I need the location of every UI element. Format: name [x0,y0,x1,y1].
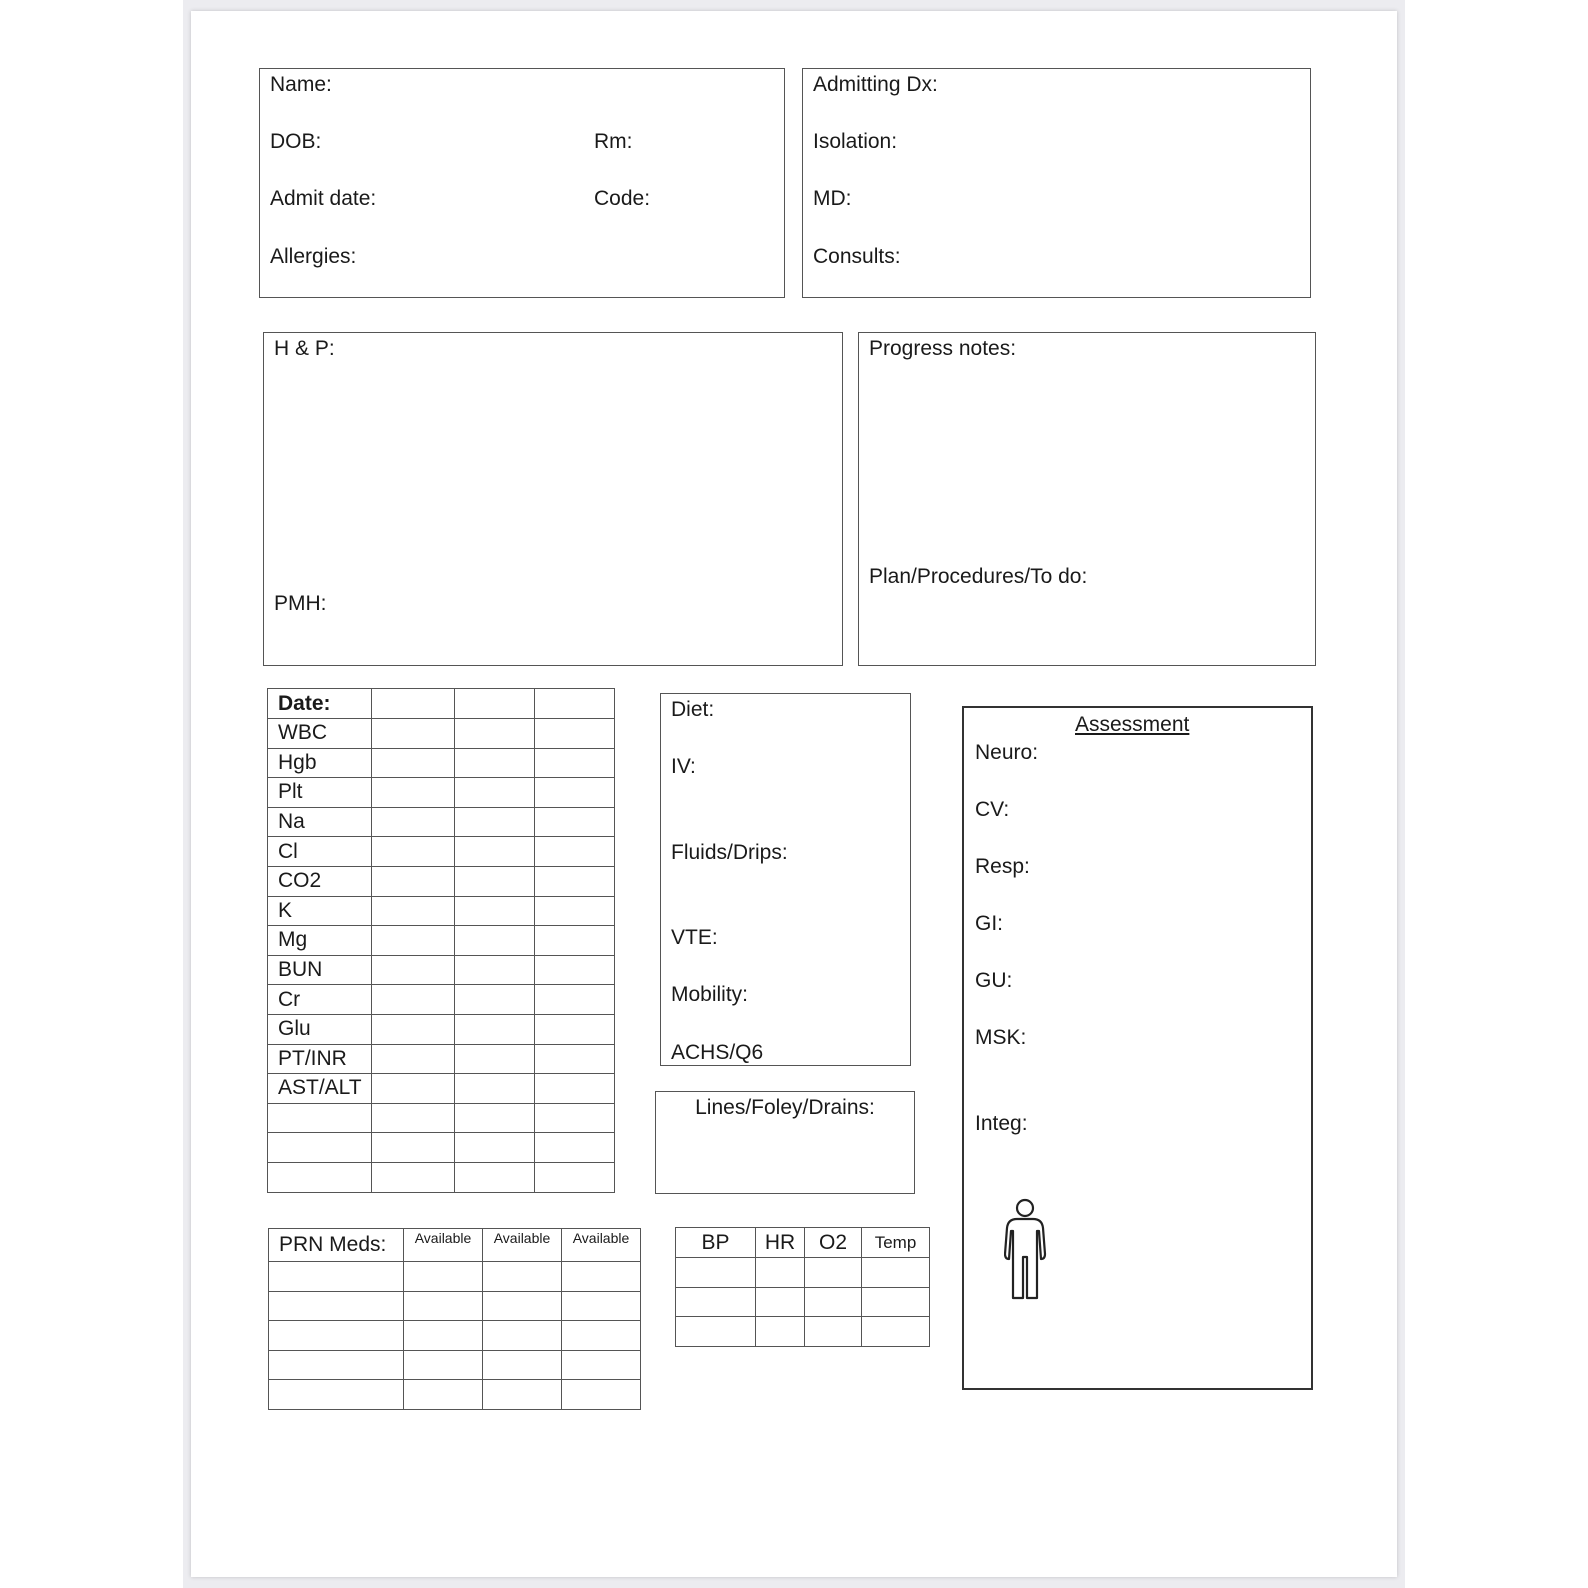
table-cell [455,896,535,926]
table-cell [535,955,615,985]
iv-label: IV: [671,755,696,778]
table-cell [372,1133,455,1163]
table-cell [535,807,615,837]
progress-box [858,332,1316,666]
lines-label: Lines/Foley/Drains: [695,1096,875,1119]
table-cell [372,1014,455,1044]
table-cell [372,955,455,985]
table-cell [535,866,615,896]
table-cell [535,1014,615,1044]
code-label: Code: [594,187,651,210]
prn-meds-title: PRN Meds: [269,1229,404,1262]
vitals-o2-header: O2 [805,1228,862,1258]
table-cell [535,1074,615,1104]
table-cell [483,1262,562,1292]
lab-name-cell: Glu [268,1014,372,1044]
cv-label: CV: [975,798,1010,821]
table-cell [455,837,535,867]
assessment-title: Assessment [1075,713,1190,736]
table-cell [372,1044,455,1074]
table-cell [535,778,615,808]
table-cell [372,985,455,1015]
table-cell [483,1350,562,1380]
room-label: Rm: [594,130,633,153]
pmh-label: PMH: [274,592,327,615]
table-cell [372,1074,455,1104]
vitals-temp-header: Temp [862,1228,930,1258]
msk-label: MSK: [975,1026,1027,1049]
table-cell [676,1287,756,1317]
table-cell [483,1380,562,1410]
table-cell [455,1014,535,1044]
lab-row [268,719,615,749]
table-cell [372,837,455,867]
table-cell [535,837,615,867]
table-cell [535,896,615,926]
lab-name-cell: Plt [268,778,372,808]
consults-label: Consults: [813,245,901,268]
admit-date-label: Admit date: [270,187,377,210]
progress-notes-label: Progress notes: [869,337,1017,360]
lab-row [268,1103,615,1133]
table-cell [756,1258,805,1288]
table-cell [404,1380,483,1410]
table-cell [535,1044,615,1074]
lab-name-cell: AST/ALT [268,1074,372,1104]
vitals-header-row [676,1228,930,1258]
vte-label: VTE: [671,926,718,949]
table-cell [562,1380,641,1410]
table-cell [805,1287,862,1317]
lab-row [268,1133,615,1163]
lab-name-cell: Cl [268,837,372,867]
table-cell [372,807,455,837]
table-cell [404,1291,483,1321]
prn-row [269,1380,641,1410]
lab-row [268,866,615,896]
diet-label: Diet: [671,698,715,721]
table-cell [455,1074,535,1104]
table-cell [455,748,535,778]
lab-name-cell: PT/INR [268,1044,372,1074]
table-cell [535,985,615,1015]
lab-name-cell [268,1162,372,1192]
table-cell [404,1262,483,1292]
lab-name-cell: Mg [268,926,372,956]
labs-date-header: Date: [268,689,372,719]
table-cell [372,778,455,808]
table-cell [455,1044,535,1074]
gu-label: GU: [975,969,1013,992]
lab-row [268,955,615,985]
lab-name-cell [268,1133,372,1163]
table-cell [535,719,615,749]
h-and-p-label: H & P: [274,337,335,360]
lab-row [268,778,615,808]
table-cell [535,1133,615,1163]
table-cell [372,926,455,956]
vitals-row [676,1287,930,1317]
table-cell [535,1103,615,1133]
lab-name-cell: CO2 [268,866,372,896]
table-cell [483,1321,562,1351]
admitting-dx-label: Admitting Dx: [813,73,938,96]
labs-header-row [268,689,615,719]
table-cell [805,1258,862,1288]
table-cell [562,1262,641,1292]
table-cell [372,1103,455,1133]
prn-available-header: Available [562,1229,641,1262]
table-cell [455,807,535,837]
care-box [660,693,911,1066]
vitals-row [676,1258,930,1288]
prn-available-header: Available [483,1229,562,1262]
neuro-label: Neuro: [975,741,1039,764]
lab-row [268,1162,615,1192]
table-cell [372,719,455,749]
table-cell [455,719,535,749]
table-cell [562,1291,641,1321]
table-cell [756,1287,805,1317]
lab-row [268,1074,615,1104]
dob-label: DOB: [270,130,322,153]
resp-label: Resp: [975,855,1030,878]
table-cell [756,1317,805,1347]
allergies-label: Allergies: [270,245,357,268]
md-label: MD: [813,187,852,210]
prn-available-header: Available [404,1229,483,1262]
table-cell [483,1291,562,1321]
mobility-label: Mobility: [671,983,749,1006]
table-cell [372,866,455,896]
prn-row [269,1321,641,1351]
labs-table [267,688,615,1193]
vitals-bp-header: BP [676,1228,756,1258]
table-cell [455,778,535,808]
table-cell [455,1162,535,1192]
lab-name-cell: K [268,896,372,926]
table-cell [455,926,535,956]
prn-row [269,1291,641,1321]
table-cell [372,748,455,778]
prn-header-row [269,1229,641,1262]
table-cell [805,1317,862,1347]
lab-name-cell: WBC [268,719,372,749]
table-cell [535,926,615,956]
lab-row [268,1044,615,1074]
table-cell [372,1162,455,1192]
lab-row [268,837,615,867]
table-cell [862,1258,930,1288]
integ-label: Integ: [975,1112,1028,1135]
table-cell [269,1262,404,1292]
table-cell [562,1321,641,1351]
table-cell [404,1321,483,1351]
lab-row [268,1014,615,1044]
labs-cell [455,689,535,719]
prn-meds-table [268,1228,641,1410]
plan-label: Plan/Procedures/To do: [869,565,1088,588]
lab-name-cell: Na [268,807,372,837]
lab-row [268,807,615,837]
table-cell [676,1258,756,1288]
fluids-label: Fluids/Drips: [671,841,788,864]
table-cell [455,955,535,985]
achs-label: ACHS/Q6 [671,1041,764,1064]
vitals-row [676,1317,930,1347]
table-cell [269,1291,404,1321]
labs-cell [372,689,455,719]
lab-name-cell: Hgb [268,748,372,778]
table-cell [404,1350,483,1380]
gi-label: GI: [975,912,1004,935]
table-cell [455,866,535,896]
vitals-table [675,1227,930,1347]
table-cell [269,1350,404,1380]
lab-name-cell [268,1103,372,1133]
table-cell [862,1317,930,1347]
table-cell [535,1162,615,1192]
lab-row [268,748,615,778]
lab-name-cell: BUN [268,955,372,985]
name-label: Name: [270,73,332,96]
prn-row [269,1350,641,1380]
history-box [263,332,843,666]
table-cell [455,1103,535,1133]
labs-cell [535,689,615,719]
table-cell [562,1350,641,1380]
table-cell [455,1133,535,1163]
table-cell [535,748,615,778]
lab-row [268,926,615,956]
lab-row [268,985,615,1015]
table-cell [372,896,455,926]
lab-name-cell: Cr [268,985,372,1015]
vitals-hr-header: HR [756,1228,805,1258]
table-cell [269,1321,404,1351]
table-cell [455,985,535,1015]
isolation-label: Isolation: [813,130,898,153]
table-cell [269,1380,404,1410]
table-cell [862,1287,930,1317]
table-cell [676,1317,756,1347]
person-outline-icon [1004,1197,1048,1301]
prn-row [269,1262,641,1292]
lab-row [268,896,615,926]
